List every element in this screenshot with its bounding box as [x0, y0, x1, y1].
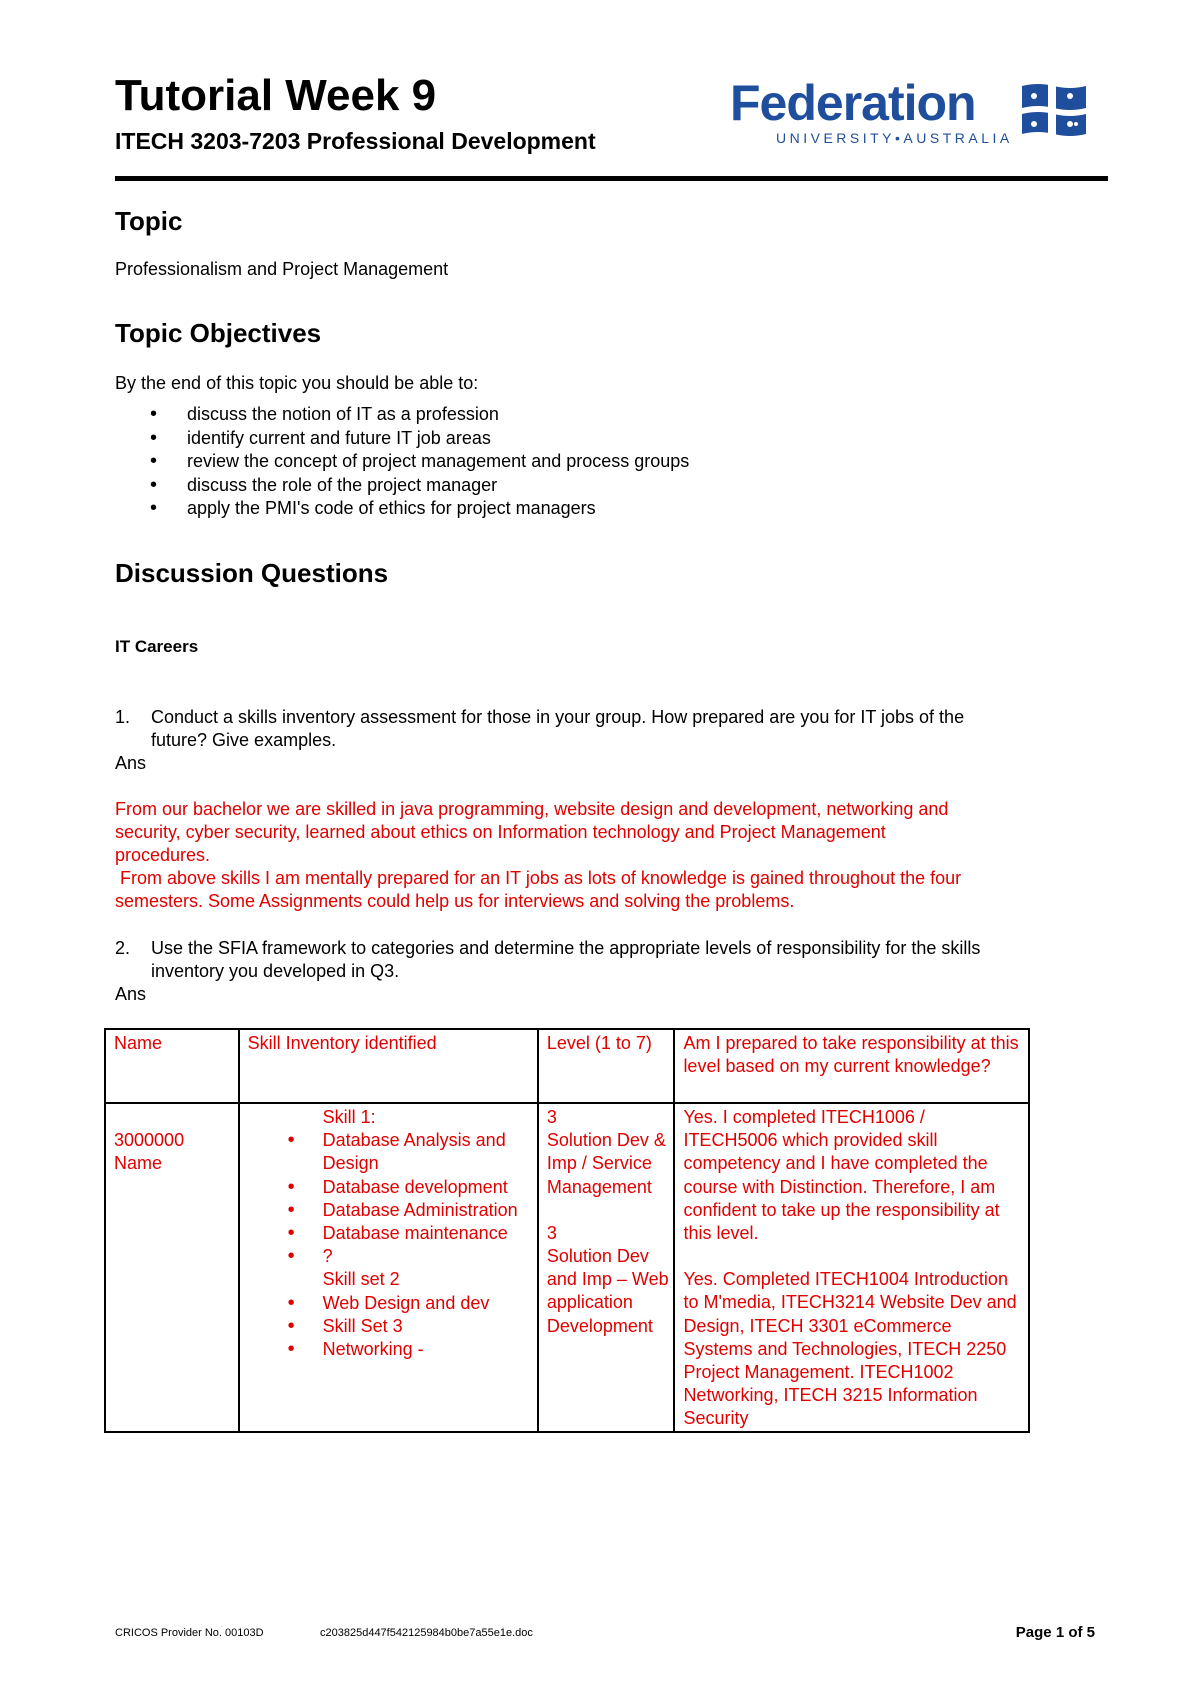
- footer-doc-id: c203825d447f542125984b0be7a55e1e.doc: [320, 1627, 533, 1639]
- answer-line: procedures.: [115, 845, 211, 865]
- question-text-line: future? Give examples.: [151, 730, 337, 750]
- table-row: [105, 1103, 1029, 1432]
- level-number: 3: [546, 1222, 557, 1243]
- objectives-list: [115, 403, 689, 521]
- page-title: Tutorial Week 9: [115, 71, 437, 120]
- prepared-text: Yes. Completed ITECH1004 Introduction to M'media, ITECH3214 Website Dev and Design, ITECH 3301 eCommerce Systems and Technologies, ITECH 2250 Project Management. ITECH1002 Networking, ITECH 3215 Information Security: [683, 1269, 1017, 1429]
- discussion-heading: Discussion Questions: [115, 558, 389, 588]
- question-number: 2.: [115, 938, 131, 958]
- table-cell-skills: [239, 1103, 538, 1432]
- table-cell-prepared: [674, 1103, 1029, 1432]
- list-item: • apply the PMI's code of ethics for project managers: [115, 497, 689, 521]
- question-1: [115, 706, 1100, 752]
- list-item: • identify current and future IT job areas: [115, 427, 689, 451]
- list-item: • discuss the role of the project manager: [115, 474, 689, 498]
- list-item: Skill set 2: [322, 1269, 400, 1290]
- list-item: • Database Administration: [248, 1199, 529, 1222]
- table-header-cell: Skill Inventory identified: [239, 1029, 538, 1103]
- table-header-cell: Level (1 to 7): [538, 1029, 675, 1103]
- question-number: 1.: [115, 707, 131, 727]
- question-text-line: Use the SFIA framework to categories and determine the appropriate levels of responsibility for the skills: [151, 938, 981, 958]
- topic-text: Professionalism and Project Management: [115, 259, 449, 279]
- list-item: • Database Analysis and Design: [248, 1129, 529, 1175]
- answer-label: Ans: [115, 984, 147, 1004]
- university-logo-wordmark: Federation: [730, 75, 976, 131]
- answer-1: [115, 798, 1105, 913]
- table-cell-level: [538, 1103, 675, 1432]
- list-item: • Networking -: [248, 1338, 529, 1361]
- question-text-line: inventory you developed in Q3.: [151, 961, 400, 981]
- topic-heading: Topic: [115, 206, 183, 236]
- student-id: 3000000: [114, 1130, 185, 1150]
- question-2: [115, 937, 1100, 983]
- answer-line: From above skills I am mentally prepared for an IT jobs as lots of knowledge is gained throughout the four: [115, 868, 962, 888]
- skills-inventory-table: [104, 1028, 1030, 1433]
- table-header-cell: Name: [105, 1029, 239, 1103]
- answer-label: Ans: [115, 753, 147, 773]
- section-heading: IT Careers: [115, 637, 199, 656]
- page-number: Page 1 of 5: [1015, 1624, 1095, 1641]
- list-item: • Database development: [248, 1176, 529, 1199]
- answer-line: security, cyber security, learned about ethics on Information technology and Project Management: [115, 822, 886, 842]
- list-item: • ?: [248, 1245, 529, 1268]
- objectives-heading: Topic Objectives: [115, 318, 322, 348]
- objectives-intro: By the end of this topic you should be able to:: [115, 373, 479, 393]
- level-text: Solution Dev and Imp – Web application Development: [546, 1246, 669, 1336]
- header-divider: [115, 176, 1108, 181]
- answer-line: From our bachelor we are skilled in java programming, website design and development, networking and: [115, 799, 949, 819]
- list-item: • Web Design and dev: [248, 1292, 529, 1315]
- list-item: • Skill Set 3: [248, 1315, 529, 1338]
- university-flag-icon: [1018, 80, 1090, 144]
- list-item: • discuss the notion of IT as a profession: [115, 403, 689, 427]
- university-logo-subtitle: UNIVERSITY•AUSTRALIA: [776, 130, 1013, 146]
- list-item: • Database maintenance: [248, 1222, 529, 1245]
- skill-list: [248, 1106, 529, 1361]
- table-header-row: [105, 1029, 1029, 1103]
- list-item: Skill 1:: [322, 1107, 376, 1127]
- course-subtitle: ITECH 3203-7203 Professional Development: [115, 128, 596, 154]
- answer-line: semesters. Some Assignments could help us for interviews and solving the problems.: [115, 891, 795, 911]
- footer-cricos: CRICOS Provider No. 00103D: [115, 1627, 264, 1639]
- level-number: 3: [546, 1107, 557, 1127]
- table-header-cell: Am I prepared to take responsibility at this level based on my current knowledge?: [674, 1029, 1029, 1103]
- list-item: • review the concept of project management and process groups: [115, 450, 689, 474]
- level-text: Solution Dev & Imp / Service Management: [546, 1130, 666, 1197]
- prepared-text: Yes. I completed ITECH1006 / ITECH5006 which provided skill competency and I have completed the course with Distinction. Therefore, I am confident to take up the responsibility at this level.: [683, 1107, 1000, 1244]
- student-name: Name: [114, 1153, 163, 1174]
- table-cell-name: [105, 1103, 239, 1432]
- question-text-line: Conduct a skills inventory assessment for those in your group. How prepared are you for IT jobs of the: [151, 707, 965, 727]
